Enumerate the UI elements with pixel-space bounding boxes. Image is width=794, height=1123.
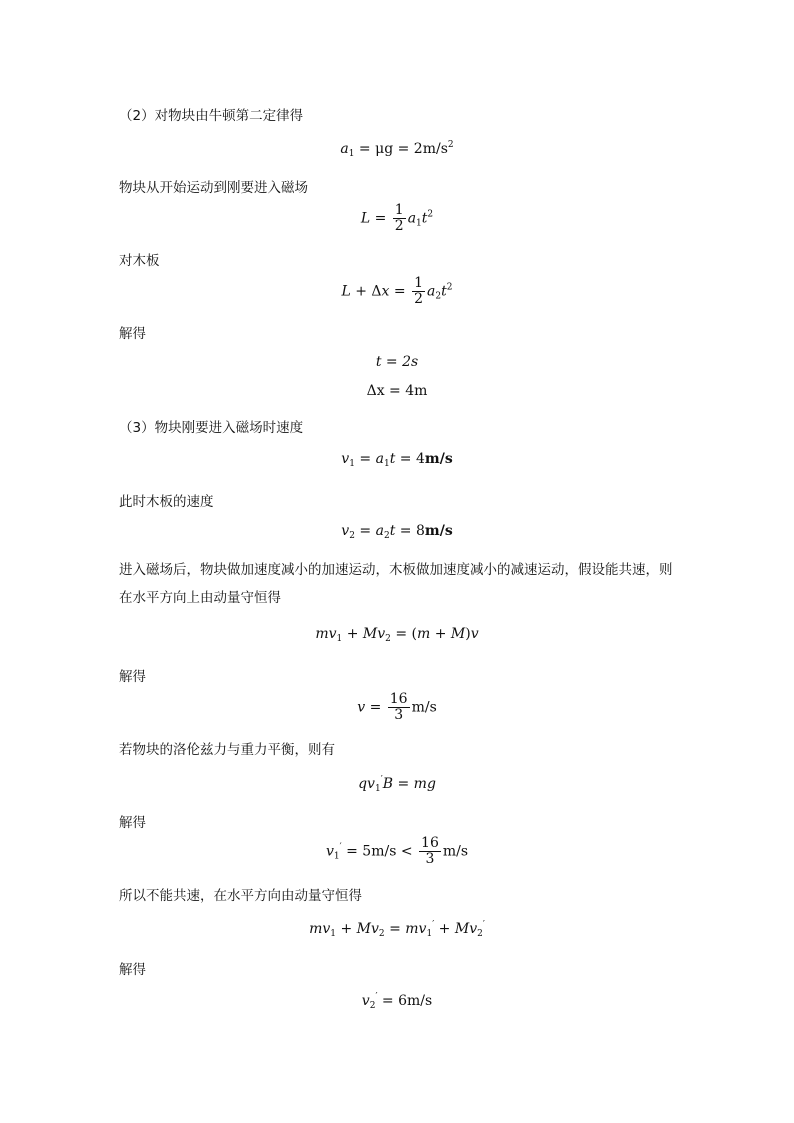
fraction-16-3: $\frac{16}{3}$: [389, 691, 408, 723]
eq-v2p-value: 6m/s: [398, 993, 433, 1009]
text-board-speed: 此时木板的速度: [119, 494, 214, 510]
fraction-16-3: $\frac{16}{3}$: [421, 835, 439, 867]
eq-v1p-value: 5m/s: [362, 843, 397, 860]
text-solve: 解得: [119, 326, 146, 342]
fraction-half: $\frac{1}{2}$: [414, 275, 424, 307]
equation-L-plus-dx: L + Δx = $\frac{1}{2}$ $a_2t^2$: [341, 275, 453, 307]
equation-L: L = $\frac{1}{2}$ $a_1t^2$: [360, 202, 434, 234]
text-solve-1: 解得: [119, 669, 146, 685]
equation-v: v = $\frac{16}{3}$ m/s: [357, 691, 437, 723]
equation-v2-prime: $v_2' = 6m/s$: [361, 992, 433, 1011]
eq-v2-value: 8: [415, 523, 425, 539]
eq-v1-value: 4: [415, 451, 425, 467]
text-board: 对木板: [119, 253, 160, 269]
equation-a1: $a_1 = \mu g = 2m/s^2$: [340, 140, 454, 159]
fraction-half: $\frac{1}{2}$: [394, 202, 404, 234]
eq-a1-rhs2: 2m/s: [413, 141, 448, 157]
text-solve-3: 解得: [119, 962, 146, 978]
text-conclusion: 所以不能共速，在水平方向由动量守恒得: [119, 888, 362, 904]
eq-v1-unit: m/s: [424, 451, 453, 467]
equation-v2: $v_2 = a_2t = 8m/s$: [341, 523, 453, 541]
eq-v1p-unit: m/s: [442, 843, 469, 860]
eq-v-unit: m/s: [411, 699, 437, 716]
part3-heading: （3）物块刚要进入磁场时速度: [119, 420, 304, 436]
equation-t: t = 2s: [375, 354, 419, 370]
eq-a1-rhs1: μg: [375, 141, 394, 157]
part2-heading: （2）对物块由牛顿第二定律得: [119, 108, 304, 124]
equation-lorentz: $qv_1'B$ = mg: [358, 775, 436, 794]
equation-v1-prime: $v_1' = 5m/s$ < $\frac{16}{3}$ m/s: [325, 835, 469, 867]
text-solve-2: 解得: [119, 815, 146, 831]
equation-dx: Δx = 4m: [366, 383, 428, 399]
equation-momentum-common: $mv_1 + Mv_2 = (m + M)v$: [315, 626, 479, 644]
paragraph-momentum: 进入磁场后，物块做加速度减小的加速运动，木板做加速度减小的减速运动，假设能共速，则在水平方向上由动量守恒得: [119, 562, 673, 606]
equation-v1: $v_1 = a_1t = 4m/s$: [341, 451, 453, 469]
text-balance: 若物块的洛伦兹力与重力平衡，则有: [119, 742, 335, 758]
equation-momentum-final: $mv_1 + Mv_2 = mv_1' + Mv_2'$: [309, 920, 485, 939]
eq-v2-unit: m/s: [424, 523, 453, 539]
text-block-enter: 物块从开始运动到刚要进入磁场: [119, 180, 308, 196]
